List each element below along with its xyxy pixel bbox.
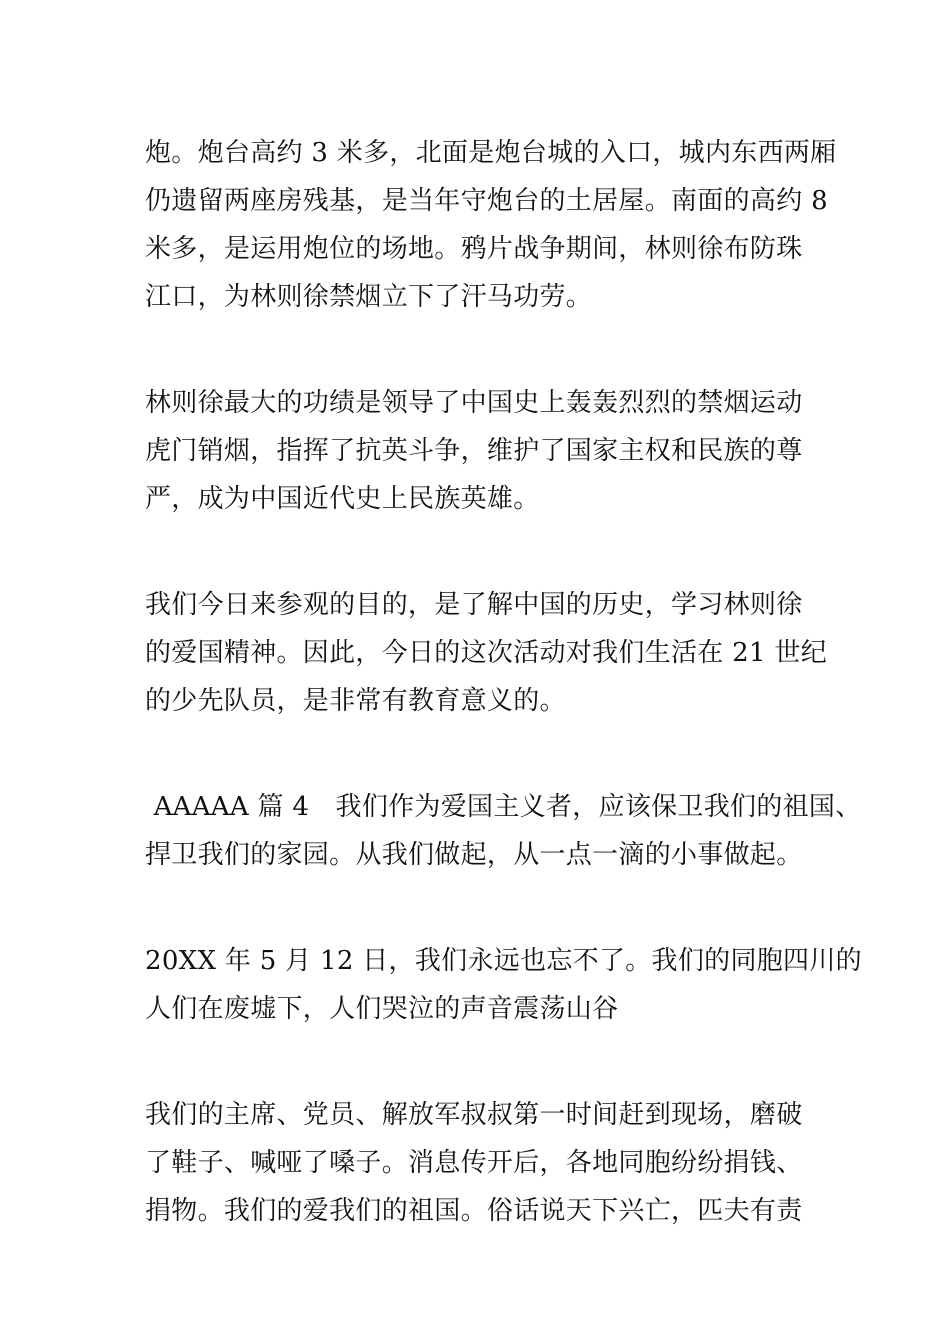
paragraph-4: [145, 783, 862, 879]
text-line: 人们在废墟下，人们哭泣的声音震荡山谷: [145, 994, 619, 1024]
text-line: 20XX 年 5 月 12 日，我们永远也忘不了。我们的同胞四川的: [145, 946, 862, 976]
paragraph-5: [145, 937, 862, 1033]
text-line: 仍遗留两座房残基，是当年守炮台的土居屋。南面的高约 8: [145, 186, 828, 216]
text-line: 米多，是运用炮位的场地。鸦片战争期间，林则徐布防珠: [145, 234, 803, 264]
paragraph-2: [145, 379, 810, 523]
text-line: 的少先队员，是非常有教育意义的。: [145, 686, 566, 716]
text-line: 了鞋子、喊哑了嗓子。消息传开后，各地同胞纷纷捐钱、: [145, 1148, 803, 1178]
text-line: 虎门销烟，指挥了抗英斗争，维护了国家主权和民族的尊: [145, 436, 803, 466]
text-line: 我们的主席、党员、解放军叔叔第一时间赶到现场，磨破: [145, 1100, 803, 1130]
text-line: 我们今日来参观的目的，是了解中国的历史，学习林则徐: [145, 590, 803, 620]
text-line: 的爱国精神。因此，今日的这次活动对我们生活在 21 世纪: [145, 638, 828, 668]
paragraph-6: [145, 1091, 810, 1235]
paragraph-1: [145, 129, 837, 321]
text-line: 江口，为林则徐禁烟立下了汗马功劳。: [145, 282, 593, 312]
text-line: 炮。炮台高约 3 米多，北面是炮台城的入口，城内东西两厢: [145, 138, 837, 168]
paragraph-3: [145, 581, 828, 725]
text-line: 林则徐最大的功绩是领导了中国史上轰轰烈烈的禁烟运动: [145, 388, 803, 418]
text-line: 捐物。我们的爱我们的祖国。俗话说天下兴亡，匹夫有责: [145, 1196, 803, 1226]
text-line: AAAAA 篇 4 我们作为爱国主义者，应该保卫我们的祖国、: [145, 792, 862, 822]
document-body: [145, 129, 862, 1293]
text-line: 严，成为中国近代史上民族英雄。: [145, 484, 540, 514]
text-line: 捍卫我们的家园。从我们做起，从一点一滴的小事做起。: [145, 840, 803, 870]
